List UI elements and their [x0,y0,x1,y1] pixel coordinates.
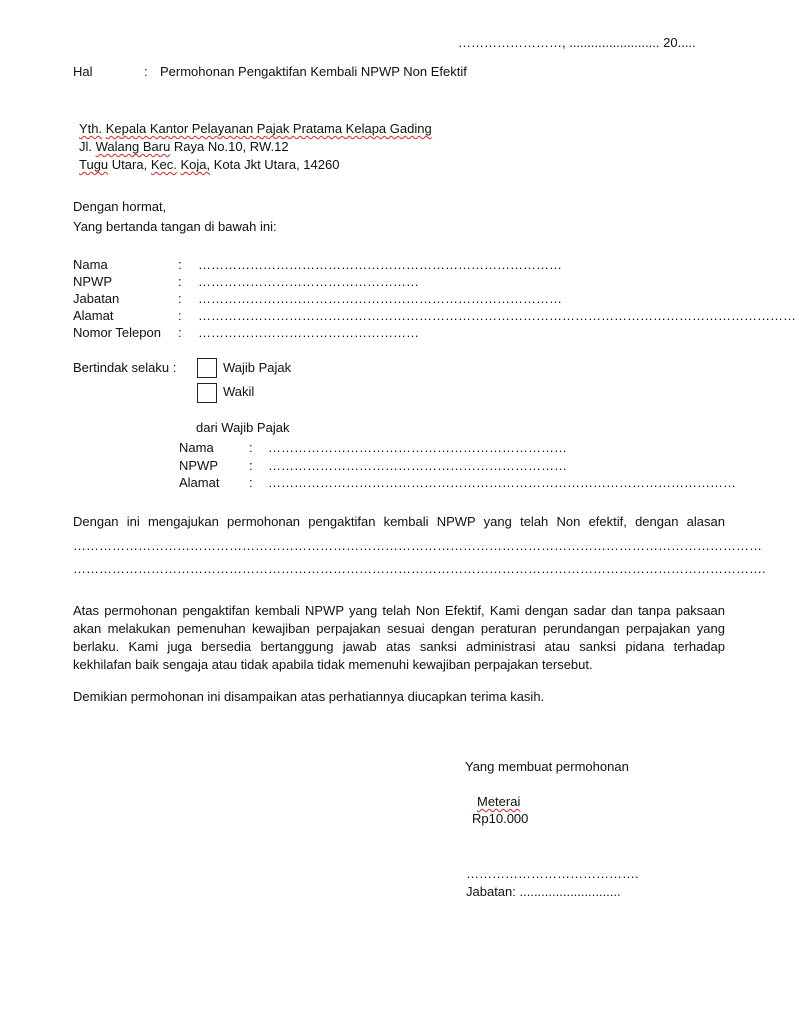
field-separator: : [178,291,182,306]
field-separator: : [178,308,182,323]
taxpayer-dots-nama[interactable]: …………………………………………………………… [268,440,567,455]
stamp-label: Meterai [477,794,521,809]
field-label-jabatan: Jabatan [73,291,120,306]
field-separator: : [249,440,253,455]
field-dots-nama[interactable]: ………………………………………………………………………… [198,257,562,272]
statement-line-2: akan melakukan pemenuhan kewajiban perpajakan sesuai dengan peraturan perundangan perpajakan yang [73,621,725,636]
taxpayer-label-nama: Nama [179,440,214,455]
field-separator: : [178,257,182,272]
statement-line-3: berlaku. Kami juga bersedia bertanggung jawab atas sanksi administrasi atau sanksi pidana terhadap [73,639,725,654]
closing-text: Demikian permohonan ini disampaikan atas perhatiannya diucapkan terima kasih. [73,689,545,704]
field-label-npwp: NPWP [73,274,112,289]
field-label-nama: Nama [73,257,108,272]
signature-name-dots[interactable]: …………………………………. [466,866,639,881]
signature-heading: Yang membuat permohonan [465,759,629,774]
signature-position-dots[interactable]: ............................ [519,884,621,899]
taxpayer-label-npwp: NPWP [179,458,218,473]
field-dots-alamat[interactable]: ………………………………………………………………………………………………………………………… [198,308,796,323]
reason-dots-2[interactable]: ……………………………………………………………………………………………………………………………………………. [73,561,766,576]
wajib-pajak-checkbox[interactable] [197,358,217,378]
wakil-checkbox[interactable] [197,383,217,403]
subject-text: Permohonan Pengaktifan Kembali NPWP Non Efektif [160,64,467,79]
field-dots-nomor-telepon[interactable]: …………………………………………… [198,325,419,340]
field-dots-jabatan[interactable]: ………………………………………………………………………… [198,291,562,306]
wakil-label: Wakil [223,384,255,399]
reason-text: Dengan ini mengajukan permohonan pengaktifan kembali NPWP yang telah Non efektif, dengan alasan [73,514,725,529]
subject-label: Hal [73,64,93,79]
field-separator: : [178,274,182,289]
field-label-alamat: Alamat [73,308,114,323]
field-separator: : [178,325,182,340]
date-line: ……………………, ......................... 20..... [458,35,696,50]
field-separator: : [249,475,253,490]
taxpayer-dots-npwp[interactable]: …………………………………………………………… [268,458,567,473]
wajib-pajak-label: Wajib Pajak [223,360,292,375]
taxpayer-dots-alamat[interactable]: ……………………………………………………………………………………………… [268,475,736,490]
field-separator: : [249,458,253,473]
recipient-line-3: Tugu Utara, Kec. Koja, Kota Jkt Utara, 14260 [79,157,340,172]
intro-text: Yang bertanda tangan di bawah ini: [73,219,277,234]
subject-separator: : [144,64,148,79]
recipient-line-1: Yth. Kepala Kantor Pelayanan Pajak Pratama Kelapa Gading [79,121,432,136]
field-label-nomor-telepon: Nomor Telepon [73,325,161,340]
statement-paragraph [73,602,725,674]
acting-as-label: Bertindak selaku : [73,360,177,375]
greeting: Dengan hormat, [73,199,167,214]
signature-position: Jabatan: ............................ [466,884,621,899]
stamp-amount: Rp10.000 [472,811,529,826]
statement-line-1: Atas permohonan pengaktifan kembali NPWP yang telah Non Efektif, Kami dengan sadar dan tanpa paksaan [73,603,725,618]
reason-block [73,513,725,531]
taxpayer-label-alamat: Alamat [179,475,220,490]
field-dots-npwp[interactable]: …………………………………………… [198,274,419,289]
taxpayer-heading: dari Wajib Pajak [196,420,290,435]
statement-line-4: kekhilafan baik sengaja atau tidak apabila tidak memenuhi kewajiban perpajakan tersebut. [73,657,593,672]
reason-dots-1[interactable]: …………………………………………………………………………………………………………………………………………… [73,538,762,553]
recipient-line-2: Jl. Walang Baru Raya No.10, RW.12 [79,139,289,154]
